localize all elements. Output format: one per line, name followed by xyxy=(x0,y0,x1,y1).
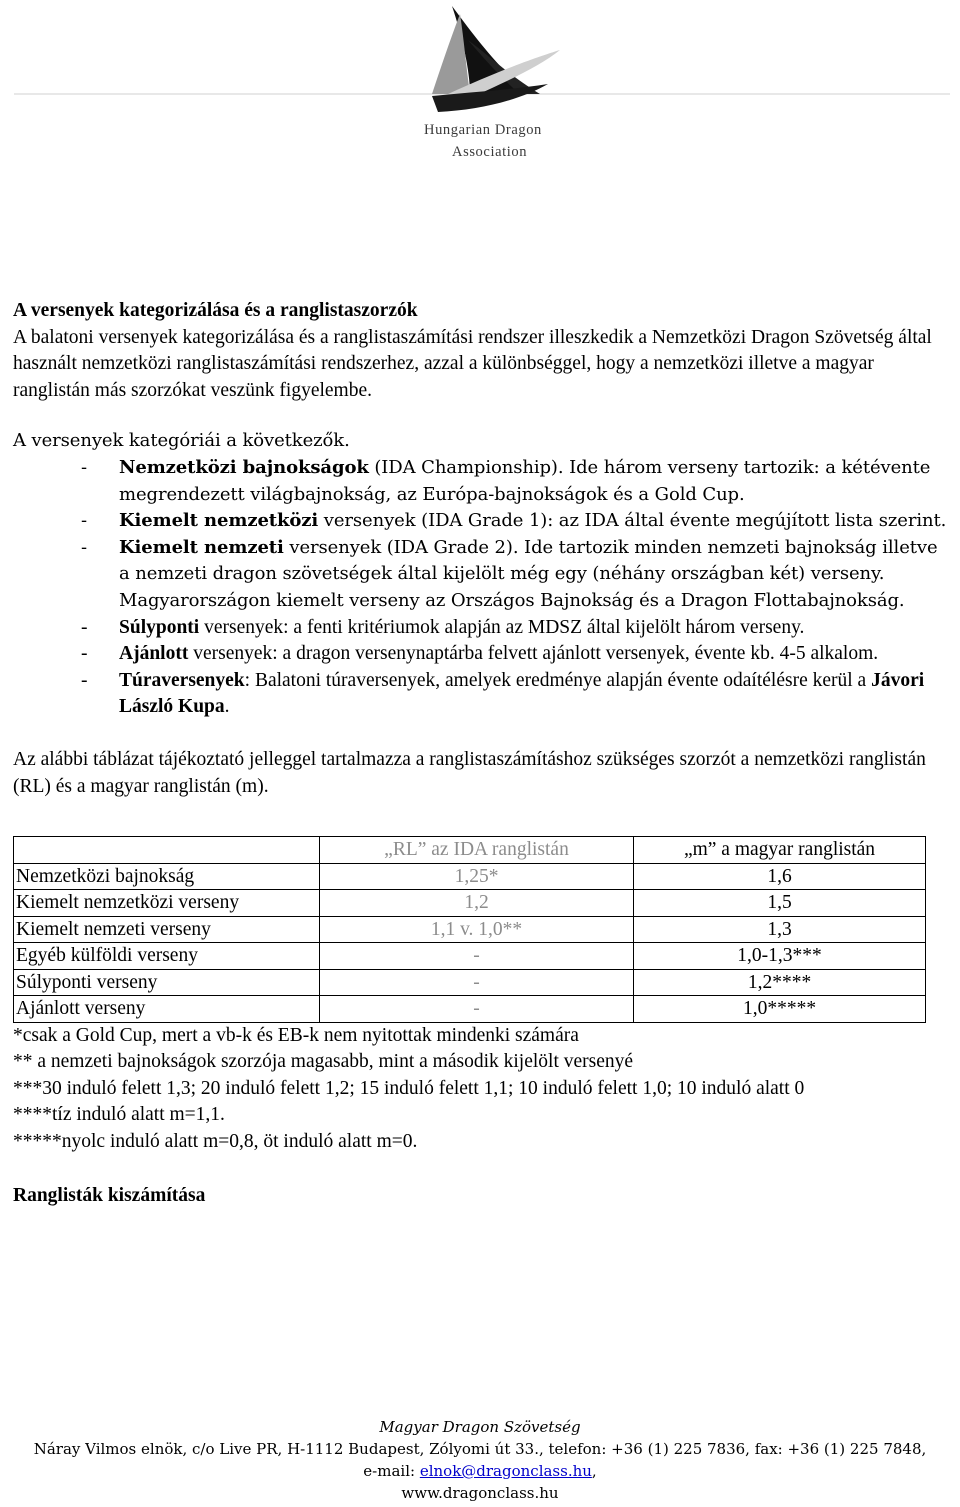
table-cell: Egyéb külföldi verseny xyxy=(14,943,320,970)
table-header-cell: „RL” az IDA ranglistán xyxy=(320,837,634,864)
table-cell: 1,0-1,3*** xyxy=(634,943,926,970)
list-item-bold: Jávori László Kupa xyxy=(119,669,925,718)
table-cell: 1,6 xyxy=(634,863,926,890)
table-cell: Kiemelt nemzeti verseny xyxy=(14,916,320,943)
table-cell: 1,1 v. 1,0** xyxy=(320,916,634,943)
page-footer xyxy=(0,1416,960,1504)
list-item xyxy=(13,668,948,721)
spacer xyxy=(13,721,948,747)
footnote: ****tíz induló alatt m=1,1. xyxy=(13,1104,225,1126)
table-row xyxy=(14,916,926,943)
list-item-bold: Súlyponti xyxy=(119,616,200,638)
footer-email-label: e-mail: xyxy=(363,1462,420,1480)
table-cell: 1,0***** xyxy=(634,996,926,1023)
footnote: *csak a Gold Cup, mert a vb-k és EB-k nem nyitottak mindenki számára xyxy=(13,1024,579,1046)
categories-intro: A versenyek kategóriái a következők. xyxy=(13,430,350,452)
list-item xyxy=(13,535,948,615)
multiplier-table xyxy=(13,836,926,1023)
list-item-bold: Nemzetközi bajnokságok xyxy=(119,456,369,478)
footer-email-link[interactable]: elnok@dragonclass.hu xyxy=(419,1462,592,1480)
list-item-text: (IDA Championship). Ide három verseny tartozik: a kétévente megrendezett világbajnokság, az Európa-bajnokságok és a Gold Cup. xyxy=(119,456,931,505)
footer-email-suffix: , xyxy=(591,1462,597,1480)
table-cell: Kiemelt nemzetközi verseny xyxy=(14,890,320,917)
table-cell: Ajánlott verseny xyxy=(14,996,320,1023)
list-item xyxy=(13,615,948,642)
list-dash: - xyxy=(81,669,88,691)
table-cell: 1,2**** xyxy=(634,969,926,996)
table-cell: 1,2 xyxy=(320,890,634,917)
list-item-bold: Kiemelt nemzeti xyxy=(119,536,284,558)
sailboat-logo-icon xyxy=(0,0,960,130)
spacer xyxy=(13,404,948,428)
table-cell: - xyxy=(320,943,634,970)
list-item-bold: Ajánlott xyxy=(119,643,189,665)
table-cell: 1,5 xyxy=(634,890,926,917)
table-header-cell: „m” a magyar ranglistán xyxy=(634,837,926,864)
org-name-line2: Association xyxy=(452,144,528,160)
table-cell: Nemzetközi bajnokság xyxy=(14,863,320,890)
table-row xyxy=(14,890,926,917)
section-title: A versenyek kategorizálása és a ranglistaszorzók xyxy=(13,300,418,321)
list-item xyxy=(13,508,948,535)
org-name-line1: Hungarian Dragon xyxy=(424,122,542,138)
list-item-text: versenyek (IDA Grade 2). Ide tartozik minden nemzeti bajnokság illetve a nemzeti dragon szövetségek által kijelölt még egy (néhány országban két) verseny. Magyarországon kiemelt verseny az Országos Bajnokság és a Dragon Flottabajnokság. xyxy=(119,536,938,611)
table-row xyxy=(14,943,926,970)
table-cell: - xyxy=(320,996,634,1023)
list-dash: - xyxy=(81,616,88,638)
table-cell: 1,3 xyxy=(634,916,926,943)
intro-paragraph: A balatoni versenyek kategorizálása és a ranglistaszámítási rendszer illeszkedik a Nemzetközi Dragon Szövetség által használt nemzetközi ranglistaszámítási rendszerhez, azzal a különbséggel, hogy a nemzetközi illetve a magyar ranglistán más szorzókat veszünk figyelembe. xyxy=(13,326,932,401)
table-cell: Súlyponti verseny xyxy=(14,969,320,996)
table-intro: Az alábbi táblázat tájékoztató jelleggel tartalmazza a ranglistaszámításhoz szükséges szorzót a nemzetközi ranglistán (RL) és a magyar ranglistán (m). xyxy=(13,748,926,797)
list-item-bold: Túraversenyek xyxy=(119,669,245,691)
list-item-bold: Kiemelt nemzetközi xyxy=(119,510,319,532)
list-dash: - xyxy=(81,456,87,478)
table-cell: - xyxy=(320,969,634,996)
table-cell: 1,25* xyxy=(320,863,634,890)
header-logo xyxy=(0,0,960,170)
footnote: ** a nemzeti bajnokságok szorzója magasabb, mint a második kijelölt versenyé xyxy=(13,1051,634,1073)
list-item xyxy=(13,641,948,668)
spacer xyxy=(13,1156,948,1183)
table-header-cell xyxy=(14,837,320,864)
table-row xyxy=(14,863,926,890)
list-item-text: versenyek: a fenti kritériumok alapján az MDSZ által kijelölt három verseny. xyxy=(199,616,805,638)
footer-address: Náray Vilmos elnök, c/o Live PR, H-1112 Budapest, Zólyomi út 33., telefon: +36 (1) 225 7836, fax: +36 (1) 225 7848, xyxy=(33,1440,927,1458)
table-header-row xyxy=(14,837,926,864)
table-row xyxy=(14,969,926,996)
spacer xyxy=(13,800,948,836)
footer-website[interactable]: www.dragonclass.hu xyxy=(401,1484,559,1502)
footer-org: Magyar Dragon Szövetség xyxy=(379,1418,581,1436)
footnote: ***30 induló felett 1,3; 20 induló felett 1,2; 15 induló felett 1,1; 10 induló felett 1,0; 10 induló alatt 0 xyxy=(13,1077,805,1099)
list-item-text: . xyxy=(224,696,230,718)
footer-email-line xyxy=(0,1460,960,1482)
list-item xyxy=(13,455,948,508)
main-content xyxy=(13,298,948,1209)
list-dash: - xyxy=(81,643,88,665)
list-item-text: : Balatoni túraversenyek, amelyek eredménye alapján évente odaítélésre kerül a xyxy=(244,669,872,691)
footnote: *****nyolc induló alatt m=0,8, öt induló alatt m=0. xyxy=(13,1130,418,1152)
list-dash: - xyxy=(81,536,87,558)
list-dash: - xyxy=(81,510,87,532)
list-item-text: versenyek: a dragon versenynaptárba felvett ajánlott versenyek, évente kb. 4-5 alkalom. xyxy=(188,643,879,665)
list-item-text: versenyek (IDA Grade 1): az IDA által évente megújított lista szerint. xyxy=(318,510,947,532)
table-row xyxy=(14,996,926,1023)
section2-title: Ranglisták kiszámítása xyxy=(13,1184,206,1206)
